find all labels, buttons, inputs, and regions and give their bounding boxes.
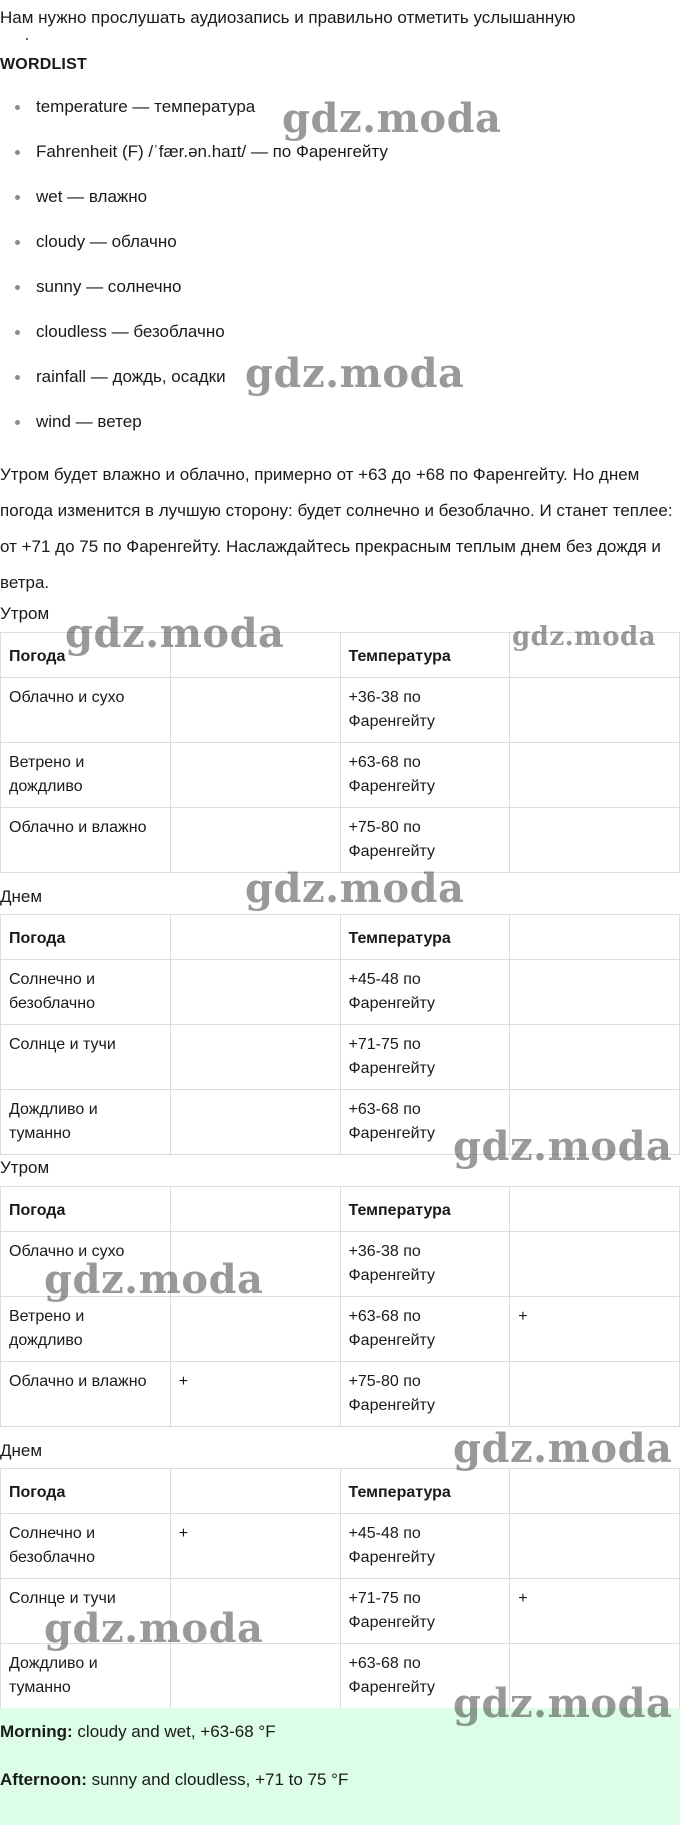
wordlist-item bbox=[0, 94, 680, 139]
wordlist-item bbox=[0, 229, 680, 274]
header-temperature: Температура bbox=[340, 1469, 510, 1514]
header-weather: Погода bbox=[1, 1469, 171, 1514]
wordlist-title: WORDLIST bbox=[0, 56, 87, 73]
cell-mark[interactable] bbox=[510, 1644, 680, 1709]
wordlist-item-text: temperature — температура bbox=[36, 97, 256, 116]
table-row bbox=[1, 1232, 680, 1297]
cell-temperature: +63-68 по Фаренгейту bbox=[340, 1297, 510, 1362]
wordlist-item-text: cloudless — безоблачно bbox=[36, 322, 225, 341]
header-mark bbox=[510, 1469, 680, 1514]
weather-table-morning-answer bbox=[0, 1186, 680, 1427]
weather-table-morning bbox=[0, 632, 680, 873]
cell-mark[interactable]: + bbox=[170, 1514, 340, 1579]
bullet-icon bbox=[15, 375, 20, 380]
table-header-row bbox=[1, 633, 680, 678]
cell-mark[interactable] bbox=[170, 1025, 340, 1090]
summary-afternoon-text: sunny and cloudless, +71 to 75 °F bbox=[86, 1770, 349, 1789]
cell-mark[interactable] bbox=[510, 743, 680, 808]
header-mark bbox=[170, 1187, 340, 1232]
cell-mark[interactable] bbox=[170, 960, 340, 1025]
cell-weather: Облачно и влажно bbox=[1, 808, 171, 873]
header-temperature: Температура bbox=[340, 1187, 510, 1232]
table-header-row bbox=[1, 915, 680, 960]
cell-mark[interactable] bbox=[170, 1297, 340, 1362]
watermark-logo: gdz.moda bbox=[282, 95, 502, 142]
header-mark bbox=[170, 915, 340, 960]
wordlist-item-text: Fahrenheit (F) /ˈfær.ən.haɪt/ — по Фаренгейту bbox=[36, 142, 388, 161]
cell-mark[interactable] bbox=[510, 960, 680, 1025]
table-row bbox=[1, 1297, 680, 1362]
cell-mark[interactable] bbox=[170, 1090, 340, 1155]
cell-mark[interactable] bbox=[510, 808, 680, 873]
table-row bbox=[1, 1090, 680, 1155]
cell-weather: Солнечно и безоблачно bbox=[1, 1514, 171, 1579]
cell-mark[interactable] bbox=[510, 1362, 680, 1427]
cell-mark[interactable] bbox=[170, 678, 340, 743]
cell-weather: Солнце и тучи bbox=[1, 1579, 171, 1644]
cell-mark[interactable] bbox=[170, 743, 340, 808]
cell-mark[interactable]: + bbox=[510, 1579, 680, 1644]
bullet-icon bbox=[15, 420, 20, 425]
cell-mark[interactable]: + bbox=[510, 1297, 680, 1362]
wordlist-item bbox=[0, 274, 680, 319]
header-mark bbox=[170, 633, 340, 678]
watermark-logo: gdz.moda bbox=[245, 350, 465, 397]
cell-weather: Ветрено и дождливо bbox=[1, 1297, 171, 1362]
summary-afternoon bbox=[0, 1768, 348, 1792]
wordlist-item-text: wet — влажно bbox=[36, 187, 148, 206]
cell-mark[interactable] bbox=[510, 678, 680, 743]
table-row bbox=[1, 808, 680, 873]
wordlist-item bbox=[0, 409, 680, 454]
decorative-dot bbox=[26, 38, 28, 40]
bullet-icon bbox=[15, 195, 20, 200]
cell-temperature: +63-68 по Фаренгейту bbox=[340, 743, 510, 808]
watermark-logo: gdz.moda bbox=[512, 622, 657, 652]
bullet-icon bbox=[15, 240, 20, 245]
table-row bbox=[1, 1579, 680, 1644]
watermark-logo: gdz.moda bbox=[65, 610, 285, 657]
table-row bbox=[1, 743, 680, 808]
answer-summary bbox=[0, 1708, 680, 1825]
cell-mark[interactable] bbox=[170, 1579, 340, 1644]
cell-temperature: +71-75 по Фаренгейту bbox=[340, 1579, 510, 1644]
watermark-logo: gdz.moda bbox=[44, 1256, 264, 1303]
cell-weather: Дождливо и туманно bbox=[1, 1090, 171, 1155]
table-row bbox=[1, 1025, 680, 1090]
watermark-logo: gdz.moda bbox=[453, 1123, 673, 1170]
header-mark bbox=[510, 1187, 680, 1232]
cell-temperature: +63-68 по Фаренгейту bbox=[340, 1090, 510, 1155]
summary-morning-text: cloudy and wet, +63-68 °F bbox=[72, 1722, 276, 1741]
header-weather: Погода bbox=[1, 633, 171, 678]
cell-weather: Солнце и тучи bbox=[1, 1025, 171, 1090]
header-weather: Погода bbox=[1, 1187, 171, 1232]
header-mark bbox=[170, 1469, 340, 1514]
cell-temperature: +75-80 по Фаренгейту bbox=[340, 808, 510, 873]
watermark-logo: gdz.moda bbox=[453, 1680, 673, 1727]
section-label-morning-answer: Утром bbox=[0, 1158, 50, 1177]
section-label-morning: Утром bbox=[0, 604, 50, 623]
cell-temperature: +36-38 по Фаренгейту bbox=[340, 1232, 510, 1297]
cell-mark[interactable] bbox=[170, 1232, 340, 1297]
cell-mark[interactable]: + bbox=[170, 1362, 340, 1427]
wordlist-item-text: cloudy — облачно bbox=[36, 232, 177, 251]
cell-mark[interactable] bbox=[170, 1644, 340, 1709]
cell-temperature: +71-75 по Фаренгейту bbox=[340, 1025, 510, 1090]
header-temperature: Температура bbox=[340, 915, 510, 960]
description-paragraph: Утром будет влажно и облачно, примерно от +63 до +68 по Фаренгейту. Но днем погода изменится в лучшую сторону: будет солнечно и безоблачно. И станет теплее: от +71 до 75 по Фаренгейту. Наслаждайтесь прекрасным теплым днем без дождя и ветра. bbox=[0, 465, 673, 592]
header-weather: Погода bbox=[1, 915, 171, 960]
bullet-icon bbox=[15, 105, 20, 110]
cell-mark[interactable] bbox=[510, 1090, 680, 1155]
wordlist-item bbox=[0, 364, 680, 409]
wordlist-item bbox=[0, 139, 680, 184]
cell-weather: Облачно и влажно bbox=[1, 1362, 171, 1427]
table-row bbox=[1, 1514, 680, 1579]
cell-weather: Ветрено и дождливо bbox=[1, 743, 171, 808]
wordlist-item-text: sunny — солнечно bbox=[36, 277, 182, 296]
cell-weather: Дождливо и туманно bbox=[1, 1644, 171, 1709]
summary-morning-label: Morning: bbox=[0, 1722, 73, 1741]
header-mark bbox=[510, 915, 680, 960]
summary-morning bbox=[0, 1720, 276, 1744]
cell-temperature: +45-48 по Фаренгейту bbox=[340, 960, 510, 1025]
cell-mark[interactable] bbox=[510, 1232, 680, 1297]
table-row bbox=[1, 678, 680, 743]
cell-temperature: +36-38 по Фаренгейту bbox=[340, 678, 510, 743]
section-label-afternoon-answer: Днем bbox=[0, 1441, 43, 1460]
cell-temperature: +75-80 по Фаренгейту bbox=[340, 1362, 510, 1427]
wordlist-item-text: rainfall — дождь, осадки bbox=[36, 367, 226, 386]
bullet-icon bbox=[15, 285, 20, 290]
wordlist-item bbox=[0, 184, 680, 229]
weather-table-afternoon-answer bbox=[0, 1468, 680, 1709]
weather-table-afternoon bbox=[0, 914, 680, 1155]
wordlist-item bbox=[0, 319, 680, 364]
cell-mark[interactable] bbox=[510, 1514, 680, 1579]
wordlist-item-text: wind — ветер bbox=[36, 412, 142, 431]
watermark-logo: gdz.moda bbox=[44, 1605, 264, 1652]
cell-mark[interactable] bbox=[510, 1025, 680, 1090]
cell-weather: Облачно и сухо bbox=[1, 1232, 171, 1297]
wordlist bbox=[0, 94, 680, 454]
watermark-logo: gdz.moda bbox=[453, 1425, 673, 1472]
header-temperature: Температура bbox=[340, 633, 510, 678]
cell-mark[interactable] bbox=[170, 808, 340, 873]
table-header-row bbox=[1, 1187, 680, 1232]
cell-weather: Облачно и сухо bbox=[1, 678, 171, 743]
summary-afternoon-label: Afternoon: bbox=[0, 1770, 87, 1789]
cell-temperature: +63-68 по Фаренгейту bbox=[340, 1644, 510, 1709]
cell-temperature: +45-48 по Фаренгейту bbox=[340, 1514, 510, 1579]
table-header-row bbox=[1, 1469, 680, 1514]
bullet-icon bbox=[15, 150, 20, 155]
header-mark bbox=[510, 633, 680, 678]
table-row bbox=[1, 960, 680, 1025]
watermark-logo: gdz.moda bbox=[245, 865, 465, 912]
section-label-afternoon: Днем bbox=[0, 887, 43, 906]
cell-weather: Солнечно и безоблачно bbox=[1, 960, 171, 1025]
intro-text: Нам нужно прослушать аудиозапись и правильно отметить услышанную bbox=[0, 8, 576, 27]
bullet-icon bbox=[15, 330, 20, 335]
table-row bbox=[1, 1362, 680, 1427]
table-row bbox=[1, 1644, 680, 1709]
